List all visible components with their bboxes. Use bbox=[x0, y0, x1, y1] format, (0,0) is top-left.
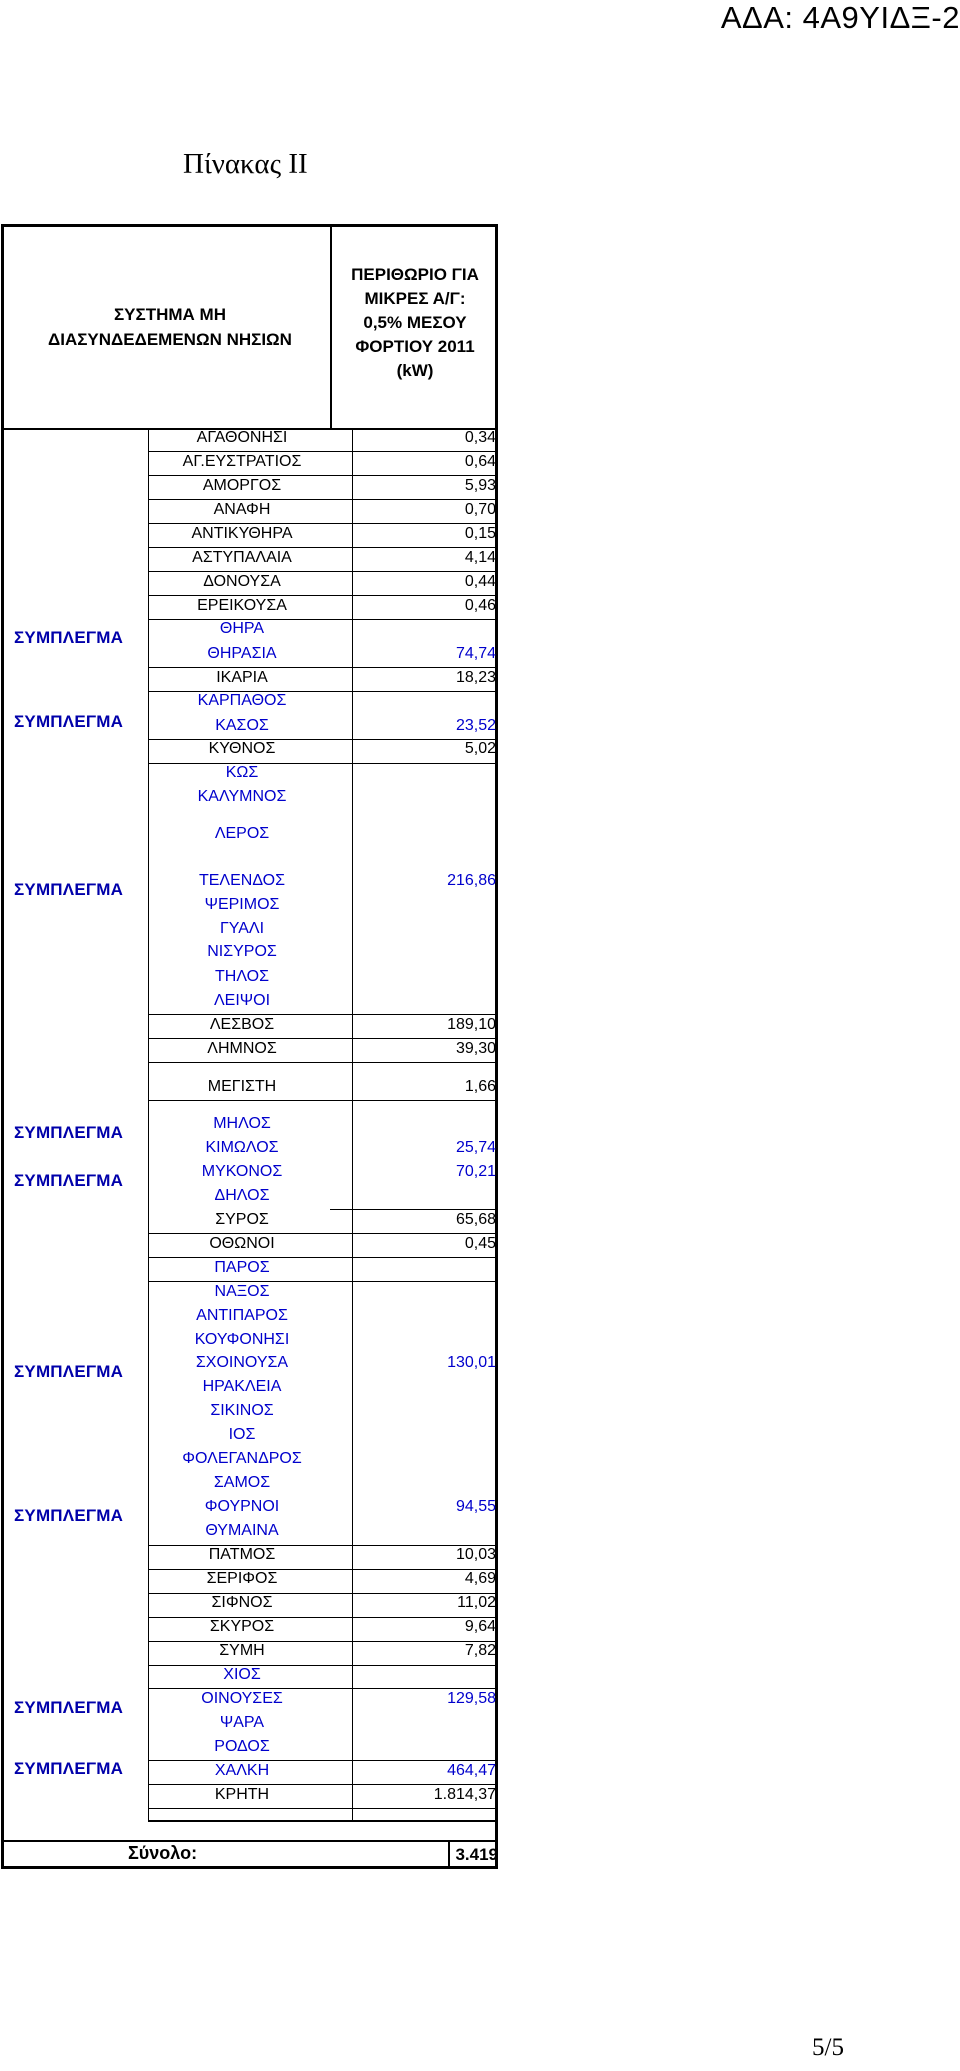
margin-value: 0,15 bbox=[464, 525, 496, 542]
island-name: ΚΡΗΤΗ bbox=[214, 1786, 270, 1803]
margin-value: 7,82 bbox=[464, 1642, 496, 1659]
island-name: ΑΓΑΘΟΝΗΣΙ bbox=[196, 429, 288, 446]
margin-value: 0,46 bbox=[464, 597, 496, 614]
island-name: ΟΙΝΟΥΣΕΣ bbox=[201, 1690, 283, 1707]
island-name: ΝΙΣΥΡΟΣ bbox=[207, 943, 277, 960]
margin-value: 4,69 bbox=[464, 1570, 496, 1587]
total-value: 3.419 bbox=[455, 1845, 498, 1864]
island-name: ΑΣΤΥΠΑΛΑΙΑ bbox=[192, 549, 292, 566]
cluster-label: ΣΥΜΠΛΕΓΜΑ bbox=[14, 1759, 124, 1778]
island-name: ΜΥΚΟΝΟΣ bbox=[201, 1163, 283, 1180]
table-title: Πίνακας ΙΙ bbox=[183, 148, 308, 180]
margin-value: 1,66 bbox=[464, 1078, 496, 1095]
margin-value: 9,64 bbox=[464, 1618, 496, 1635]
margin-value: 23,52 bbox=[455, 717, 496, 734]
island-name: ΣΕΡΙΦΟΣ bbox=[206, 1570, 278, 1587]
island-name: ΑΜΟΡΓΟΣ bbox=[202, 477, 282, 494]
island-name: ΚΙΜΩΛΟΣ bbox=[205, 1139, 279, 1156]
column-header-system: ΣΥΣΤΗΜΑ ΜΗ ΔΙΑΣΥΝΔΕΔΕΜΕΝΩΝ ΝΗΣΙΩΝ bbox=[48, 305, 292, 349]
island-name: ΣΥΡΟΣ bbox=[215, 1211, 269, 1228]
page-number: 5/5 bbox=[812, 2034, 844, 2061]
island-name: ΚΟΥΦΟΝΗΣΙ bbox=[194, 1331, 290, 1348]
margin-value: 0,70 bbox=[464, 501, 496, 518]
island-name: ΑΝΑΦΗ bbox=[213, 501, 271, 518]
island-name: ΓΥΑΛΙ bbox=[219, 920, 265, 937]
margin-value: 70,21 bbox=[455, 1163, 496, 1180]
island-name: ΣΙΦΝΟΣ bbox=[211, 1594, 273, 1611]
island-name: ΔΗΛΟΣ bbox=[214, 1187, 270, 1204]
island-name: ΑΓ.ΕΥΣΤΡΑΤΙΟΣ bbox=[182, 453, 302, 470]
island-name: ΜΕΓΙΣΤΗ bbox=[207, 1078, 277, 1095]
column-header-margin: ΠΕΡΙΘΩΡΙΟ ΓΙΑ ΜΙΚΡΕΣ Α/Γ: 0,5% ΜΕΣΟΥ ΦΟΡΤΙΟΥ 2011 (kW) bbox=[351, 265, 479, 380]
margin-value: 94,55 bbox=[455, 1498, 496, 1515]
island-name: ΣΑΜΟΣ bbox=[213, 1474, 271, 1491]
island-name: ΤΗΛΟΣ bbox=[214, 968, 269, 985]
island-name: ΤΕΛΕΝΔΟΣ bbox=[198, 872, 286, 889]
island-name: ΡΟΔΟΣ bbox=[214, 1738, 270, 1755]
cluster-label: ΣΥΜΠΛΕΓΜΑ bbox=[14, 628, 124, 647]
island-name: ΑΝΤΙΚΥΘΗΡΑ bbox=[191, 525, 293, 542]
island-name: ΘΥΜΑΙΝΑ bbox=[205, 1522, 279, 1539]
margin-value: 189,10 bbox=[447, 1016, 496, 1033]
margin-value: 0,64 bbox=[464, 453, 496, 470]
document-id: ΑΔΑ: 4Α9ΥΙΔΞ-2 bbox=[720, 0, 960, 35]
island-name: ΗΡΑΚΛΕΙΑ bbox=[202, 1378, 282, 1395]
island-name: ΚΩΣ bbox=[225, 764, 259, 781]
island-name: ΚΑΣΟΣ bbox=[215, 717, 269, 734]
island-name: ΟΘΩΝΟΙ bbox=[209, 1235, 275, 1252]
margin-value: 5,93 bbox=[464, 477, 496, 494]
island-name: ΦΟΥΡΝΟΙ bbox=[204, 1498, 280, 1515]
island-name: ΔΟΝΟΥΣΑ bbox=[203, 573, 281, 590]
cluster-label: ΣΥΜΠΛΕΓΜΑ bbox=[14, 1506, 124, 1525]
total-label: Σύνολο: bbox=[128, 1843, 198, 1863]
margin-value: 65,68 bbox=[455, 1211, 496, 1228]
island-name: ΘΗΡΑ bbox=[219, 620, 265, 637]
island-name: ΚΑΛΥΜΝΟΣ bbox=[197, 788, 287, 805]
margin-value: 74,74 bbox=[455, 645, 496, 662]
island-name: ΣΧΟΙΝΟΥΣΑ bbox=[195, 1354, 289, 1371]
island-name: ΣΥΜΗ bbox=[219, 1642, 265, 1659]
island-name: ΛΗΜΝΟΣ bbox=[207, 1040, 277, 1057]
margin-value: 5,02 bbox=[464, 740, 496, 757]
cluster-label: ΣΥΜΠΛΕΓΜΑ bbox=[14, 712, 124, 731]
margin-value: 25,74 bbox=[455, 1139, 496, 1156]
island-name: ΛΕΣΒΟΣ bbox=[209, 1016, 275, 1033]
margin-value: 18,23 bbox=[455, 669, 496, 686]
island-name: ΝΑΞΟΣ bbox=[214, 1283, 270, 1300]
island-name: ΜΗΛΟΣ bbox=[213, 1115, 271, 1132]
island-name: ΚΑΡΠΑΘΟΣ bbox=[197, 692, 287, 709]
island-name: ΧΙΟΣ bbox=[223, 1666, 261, 1683]
margin-value: 0,45 bbox=[464, 1235, 496, 1252]
island-name: ΑΝΤΙΠΑΡΟΣ bbox=[196, 1307, 288, 1324]
island-name: ΣΙΚΙΝΟΣ bbox=[210, 1402, 274, 1419]
cluster-label: ΣΥΜΠΛΕΓΜΑ bbox=[14, 1698, 124, 1717]
margin-value: 1.814,37 bbox=[433, 1786, 496, 1803]
island-name: ΛΕΡΟΣ bbox=[214, 825, 270, 842]
margin-value: 0,44 bbox=[464, 573, 496, 590]
island-name: ΙΟΣ bbox=[228, 1426, 256, 1443]
island-name: ΕΡΕΙΚΟΥΣΑ bbox=[197, 597, 287, 614]
island-name: ΚΥΘΝΟΣ bbox=[208, 740, 276, 757]
island-name: ΨΑΡΑ bbox=[219, 1714, 265, 1731]
margin-value: 11,02 bbox=[457, 1594, 496, 1611]
margin-value: 4,14 bbox=[464, 549, 496, 566]
island-name: ΨΕΡΙΜΟΣ bbox=[204, 896, 280, 913]
margin-value: 0,34 bbox=[464, 429, 496, 446]
island-name: ΠΑΡΟΣ bbox=[214, 1259, 270, 1276]
margin-value: 216,86 bbox=[447, 872, 496, 889]
cluster-label: ΣΥΜΠΛΕΓΜΑ bbox=[14, 880, 124, 899]
cluster-label: ΣΥΜΠΛΕΓΜΑ bbox=[14, 1171, 124, 1190]
island-name: ΠΑΤΜΟΣ bbox=[208, 1546, 276, 1563]
island-name: ΧΑΛΚΗ bbox=[214, 1762, 270, 1779]
island-name: ΙΚΑΡΙΑ bbox=[216, 669, 268, 686]
margin-value: 10,03 bbox=[455, 1546, 496, 1563]
margin-value: 39,30 bbox=[455, 1040, 496, 1057]
cluster-label: ΣΥΜΠΛΕΓΜΑ bbox=[14, 1362, 124, 1381]
margin-value: 129,58 bbox=[447, 1690, 496, 1707]
margin-value: 130,01 bbox=[447, 1354, 496, 1371]
island-name: ΘΗΡΑΣΙΑ bbox=[207, 645, 277, 662]
island-name: ΣΚΥΡΟΣ bbox=[209, 1618, 275, 1635]
cluster-label: ΣΥΜΠΛΕΓΜΑ bbox=[14, 1123, 124, 1142]
island-name: ΦΟΛΕΓΑΝΔΡΟΣ bbox=[182, 1450, 302, 1467]
margin-value: 464,47 bbox=[447, 1762, 496, 1779]
island-name: ΛΕΙΨΟΙ bbox=[213, 992, 271, 1009]
